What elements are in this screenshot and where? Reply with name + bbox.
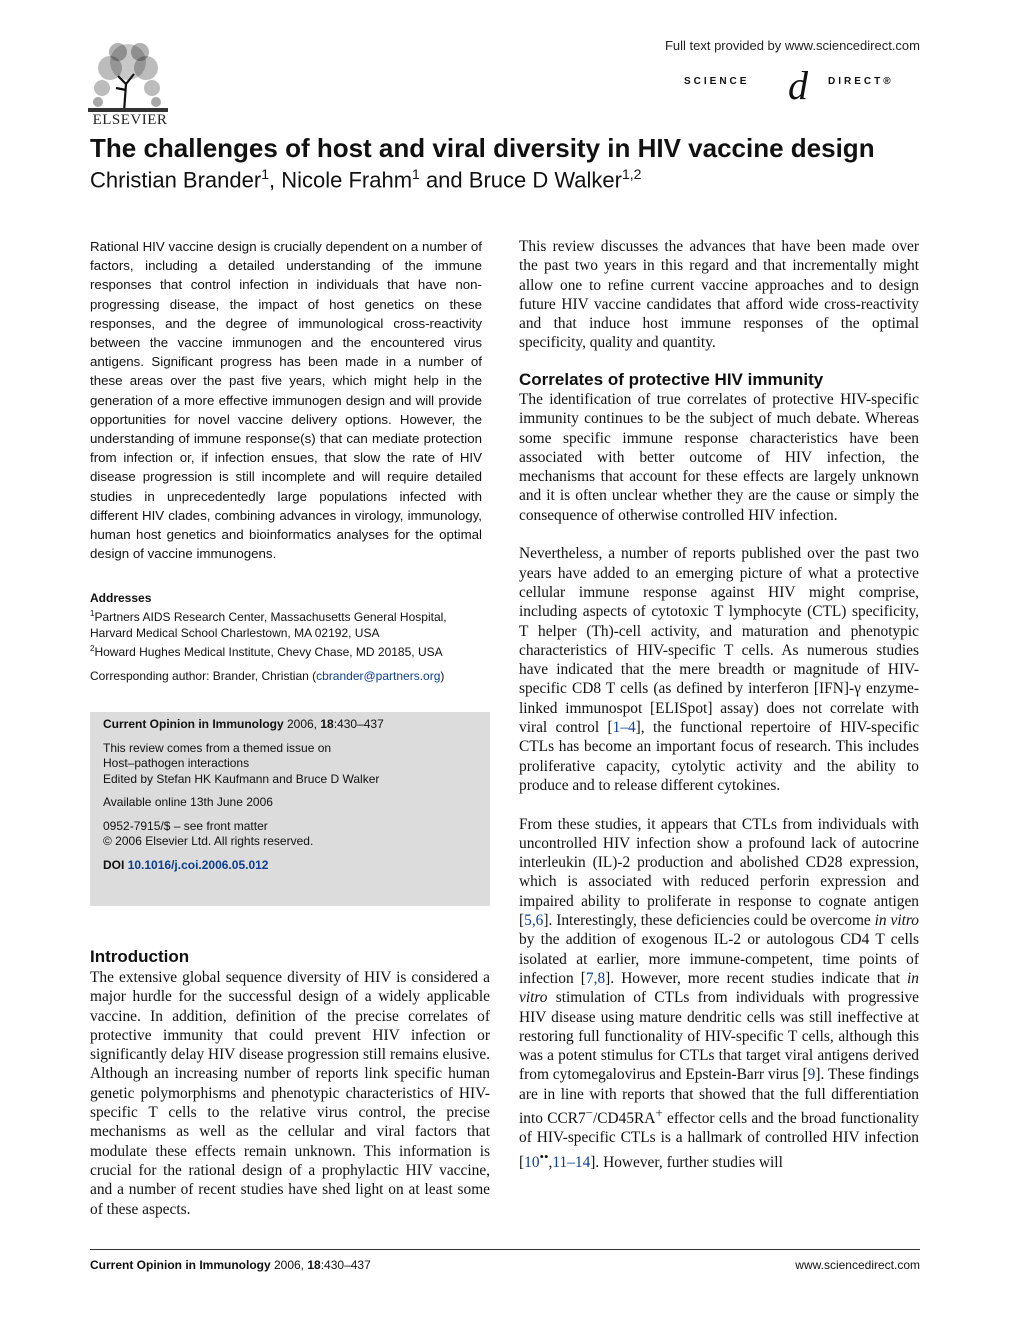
correlates-heading: Correlates of protective HIV immunity — [519, 370, 824, 389]
author-name: Bruce D Walker — [468, 167, 622, 193]
abstract: Rational HIV vaccine design is crucially dependent on a number of factors, including a detailed understanding of the immune responses that control infection in individuals that have non-progressing disease, the impact of host genetics on these responses, and the degree of immunological cross-reactivity between the vaccine immunogen and the encountered virus antigens. Significant progress has been made in a number of these areas over the past five years, which might help in the generation of a more effective immunogen design and will provide opportunities for novel vaccine delivery options. However, the understanding of immune response(s) that can mediate protection from infection or, if infection ensues, that slow the rate of HIV disease progression is still incomplete and will require detailed studies in unprecedentedly large populations infected with different HIV clades, combining advances in virology, immunology, human host genetics and bioinformatics analyses for the optimal design of vaccine immunogens. — [90, 239, 482, 562]
author-separator: and — [419, 167, 469, 193]
paragraph-text: stimulation of CTLs from individuals with progressive HIV disease using mature dendritic cells was still ineffective at restoring full functionality of HIV-specific T cells, although this was a potent stimulus for CTLs that target viral antigens derived from cytomegalovirus and Epstein-Barr virus [ — [519, 989, 919, 1084]
right-column-intro — [519, 237, 919, 353]
citation-link[interactable]: 10 — [524, 1153, 540, 1171]
author-name: Christian Brander — [90, 167, 262, 193]
superscript: − — [585, 1105, 593, 1120]
infobox-editors: Edited by Stefan HK Kaufmann and Bruce D Walker — [103, 771, 380, 786]
footer-pages: :430–437 — [320, 1258, 371, 1272]
paragraph-text: , — [548, 1153, 553, 1171]
introduction-text: The extensive global sequence diversity of HIV is considered a major hurdle for the successful design of a widely applicable vaccine. In addition, definition of the precise correlates of protective immunity that could prevent HIV infection or significantly delay HIV disease progression still remains elusive. Although an increasing number of reports link specific human genetic polymorphisms and phenotypic characteristics of HIV-specific T cells to the relative virus control, the precise mechanisms as well as the cellular and viral factors that modulate these effects remain unknown. This information is crucial for the rational design of a prophylactic HIV vaccine, and a number of recent studies have shed light on at least some of these aspects. — [90, 969, 490, 1218]
paragraph-text: ], the functional repertoire of HIV-specific CTLs has become an important focus of research. This includes proliferative capacity, cytolytic activity and the ability to produce and to release different cytokines. — [519, 719, 920, 794]
footer-journal: Current Opinion in Immunology — [90, 1258, 271, 1272]
body-paragraph — [519, 544, 919, 795]
infobox-theme-line: This review comes from a themed issue on — [103, 740, 332, 755]
review-scope-paragraph: This review discusses the advances that have been made over the past two years in this regard and that incrementally might allow one to refine current vaccine approaches and to design future HIV vaccine candidates that afford wide cross-reactivity and that induce host immune responses of the optimal specificity, quality and quantity. — [519, 238, 919, 352]
sciencedirect-logo-left: SCIENCE — [684, 76, 750, 87]
citation-link[interactable]: 11–14 — [552, 1153, 591, 1171]
italic-text: in vitro — [519, 969, 919, 1007]
citation-link[interactable]: 1–4 — [612, 719, 636, 737]
correlates-section — [519, 390, 919, 1172]
author-affiliation: 1 — [412, 166, 420, 182]
sciencedirect-logo-right: DIRECT® — [828, 76, 894, 87]
paragraph-text: From these studies, it appears that CTLs from individuals with uncontrolled HIV infection show a profound lack of autocrine interleukin (IL)-2 production and abolished CD28 expression, which is associated with reduced perforin expression and impaired ability to proliferate in response to cognate antigen [ — [519, 815, 919, 930]
sciencedirect-logo-glyph: d — [788, 63, 808, 108]
italic-text: in vitro — [874, 912, 919, 930]
doi-link[interactable]: 10.1016/j.coi.2006.05.012 — [127, 857, 269, 872]
paragraph-text: ]. Interestingly, these deficiencies could be overcome — [543, 912, 875, 930]
infobox-doi — [103, 858, 477, 874]
paragraph-text: ]. However, more recent studies indicate that — [605, 969, 908, 987]
infobox-theme-name: Host–pathogen interactions — [103, 756, 250, 770]
author-name: Nicole Frahm — [281, 167, 413, 193]
article-info-box — [90, 712, 490, 906]
citation-link[interactable]: 5,6 — [524, 912, 544, 930]
infobox-issn: 0952-7915/$ – see front matter — [103, 818, 268, 833]
body-paragraph — [519, 815, 919, 1173]
corresponding-suffix: ) — [440, 669, 445, 683]
infobox-rights — [103, 819, 477, 850]
infobox-theme — [103, 741, 477, 788]
footer-url[interactable]: www.sciencedirect.com — [795, 1258, 920, 1272]
author-affiliation: 1,2 — [621, 166, 642, 182]
infobox-year: 2006, — [283, 717, 321, 731]
infobox-copyright: © 2006 Elsevier Ltd. All rights reserved. — [103, 834, 314, 848]
author-affiliation: 1 — [261, 166, 269, 182]
paragraph-text: Nevertheless, a number of reports published over the past two years have added to an emerging picture of what a protective cellular immune response against HIV might comprise, including aspects of cytotoxic T lymphocyte (CTL) specificity, T helper (Th)-cell activity, and maturation and phenotypic characteristics of HIV-specific T cells. As numerous studies have indicated that the mere breadth or magnitude of HIV-specific CD8 T cells (as defined by interferon [IFN]-γ enzyme-linked immunospot [ELISpot] assay) does not correlate with viral control [ — [519, 545, 919, 737]
paragraph-text: by the addition of exogenous IL-2 or autologous CD4 T cells isolated at earlier, more immune-competent, time points of infection [ — [519, 931, 919, 987]
publisher-name: ELSEVIER — [92, 112, 168, 128]
footer-year: 2006, — [270, 1258, 308, 1272]
body-paragraph: The identification of true correlates of protective HIV-specific immunity continues to be the subject of much debate. Whereas some specific immune response characteristics have been associated with better outcome of HIV infection, the mechanisms that account for these effects are largely unknown and it is often unclear whether they are the cause or simply the consequence of otherwise controlled HIV infection. — [519, 391, 919, 524]
footer-divider — [90, 1249, 920, 1250]
corresponding-author — [90, 668, 482, 684]
address-item — [90, 606, 482, 641]
paragraph-text: ]. However, further studies will — [590, 1153, 783, 1171]
author-list — [90, 166, 641, 193]
corresponding-prefix: Corresponding author: Brander, Christian ( — [90, 669, 317, 683]
infobox-volume: 18 — [320, 717, 334, 731]
sciencedirect-credit[interactable]: Full text provided by www.sciencedirect.com — [664, 38, 920, 53]
citation-emphasis-marker: •• — [539, 1149, 549, 1164]
infobox-pages: :430–437 — [333, 717, 384, 731]
superscript: + — [655, 1105, 663, 1120]
citation-link[interactable]: 7,8 — [585, 969, 606, 987]
address-number: 1 — [90, 609, 95, 618]
footer-citation — [90, 1258, 371, 1272]
corresponding-email-link[interactable]: cbrander@partners.org — [316, 669, 441, 683]
elsevier-tree-icon — [88, 38, 168, 112]
elsevier-logo — [88, 38, 172, 130]
address-item — [90, 641, 482, 660]
addresses-heading: Addresses — [90, 591, 152, 605]
citation-link[interactable]: 9 — [807, 1066, 816, 1084]
infobox-available: Available online 13th June 2006 — [103, 795, 273, 809]
article-title: The challenges of host and viral diversity in HIV vaccine design — [90, 133, 875, 163]
paragraph-text: /CD45RA — [593, 1110, 656, 1128]
address-text: Howard Hughes Medical Institute, Chevy Chase, MD 20185, USA — [94, 645, 443, 659]
infobox-citation — [103, 717, 477, 733]
doi-label: DOI — [103, 857, 125, 872]
paragraph-text: ]. These findings are in line with reports that showed that the full differentiation into CCR7 — [519, 1066, 920, 1128]
address-number: 2 — [90, 644, 95, 653]
introduction-heading: Introduction — [90, 947, 190, 966]
addresses — [90, 590, 482, 660]
author-separator: , — [268, 167, 282, 193]
sciencedirect-logo[interactable] — [684, 62, 920, 106]
infobox-journal: Current Opinion in Immunology — [103, 717, 284, 731]
address-text: Partners AIDS Research Center, Massachusetts General Hospital, Harvard Medical School Charlestown, MA 02192, USA — [90, 610, 447, 640]
footer-volume: 18 — [307, 1258, 321, 1272]
paragraph-text: effector cells and the broad functionality of HIV-specific CTLs is a hallmark of controlled HIV infection [ — [519, 1110, 919, 1171]
